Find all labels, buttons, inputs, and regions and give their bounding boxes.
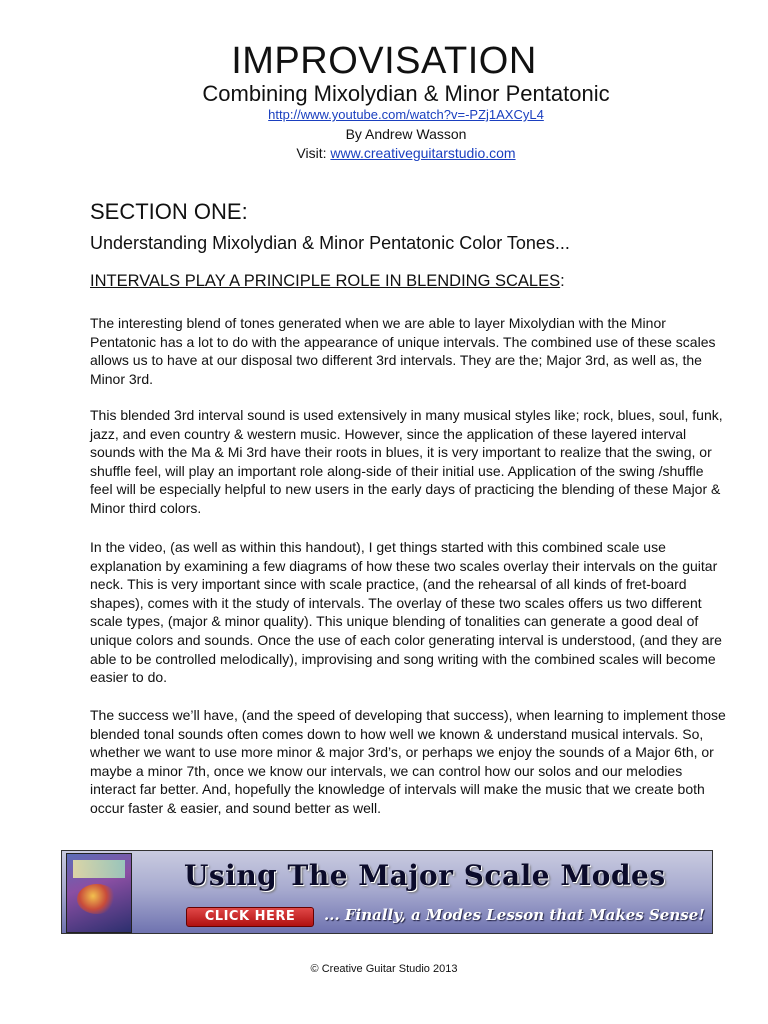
intervals-heading-text: INTERVALS PLAY A PRINCIPLE ROLE IN BLENDING SCALES [90, 272, 561, 290]
cover-title-strip [73, 860, 125, 878]
banner-tagline: ... Finally, a Modes Lesson that Makes Sense! [324, 906, 705, 924]
author-line: By Andrew Wasson [345, 126, 467, 142]
visit-label: Visit: [296, 145, 331, 161]
intervals-heading-colon: : [560, 272, 565, 290]
paragraph-4: The success we’ll have, (and the speed of developing that success), when learning to implement those blended tonal sounds often comes down to how well we known & understand musical intervals. So, whether we want to use more minor & major 3rd’s, or perhaps we enjoy the sounds of a Major 6th, or maybe a minor 7th, once we know our intervals, we can control how our solos and our melodies interact far better. And, hopefully the knowledge of intervals will make the music that we create both occur faster & easier, and sound better as well. [90, 707, 726, 816]
banner-title: Using The Major Scale Modes [184, 859, 666, 892]
page-title: IMPROVISATION [231, 40, 537, 82]
modes-lesson-banner[interactable] [61, 850, 713, 934]
website-link[interactable]: www.creativeguitarstudio.com [330, 145, 516, 161]
paragraph-1: The interesting blend of tones generated when we are able to layer Mixolydian with the Minor Pentatonic has a lot to do with the appearance of unique intervals. The combined use of these scales allows us to have at our disposal two different 3rd intervals. They are the; Major 3rd, as well as, the Minor 3rd. [90, 315, 716, 387]
section-subheading: Understanding Mixolydian & Minor Pentatonic Color Tones... [90, 233, 570, 253]
click-here-button[interactable]: CLICK HERE [186, 907, 314, 927]
product-cover-image [66, 853, 132, 933]
copyright-footer: © Creative Guitar Studio 2013 [310, 963, 458, 975]
visit-line [0, 144, 768, 162]
section-heading: SECTION ONE: [90, 199, 248, 224]
video-link-line [0, 106, 768, 124]
video-link[interactable]: http://www.youtube.com/watch?v=-PZj1AXCyL4 [268, 107, 544, 122]
page-subtitle: Combining Mixolydian & Minor Pentatonic [202, 81, 610, 106]
cover-artwork [77, 884, 117, 914]
paragraph-2: This blended 3rd interval sound is used extensively in many musical styles like; rock, blues, soul, funk, jazz, and even country & western music. However, since the application of these layered interval sounds with the Ma & Mi 3rd have their roots in blues, it is very important to realize that the swing, or shuffle feel, will play an important role along-side of their initial use. Application of the swing /shuffle feel will be especially helpful to new users in the early days of practicing the blending of these Major & Minor third colors. [90, 407, 723, 516]
paragraph-3: In the video, (as well as within this handout), I get things started with this combined scale use explanation by examining a few diagrams of how these two scales overlay their intervals on the guitar neck. This is very important since with scale practice, (and the rehearsal of all kinds of fret-board shapes), comes with it the study of intervals. The overlay of these two scales offers us two different scale types, (major & minor quality). This unique blending of tonalities can generate a good deal of unique colors and sounds. Once the use of each color generating interval is understood, (and they are able to be controlled melodically), improvising and song writing with the combined scales will become easier to do. [90, 539, 722, 686]
intervals-heading [90, 270, 565, 292]
